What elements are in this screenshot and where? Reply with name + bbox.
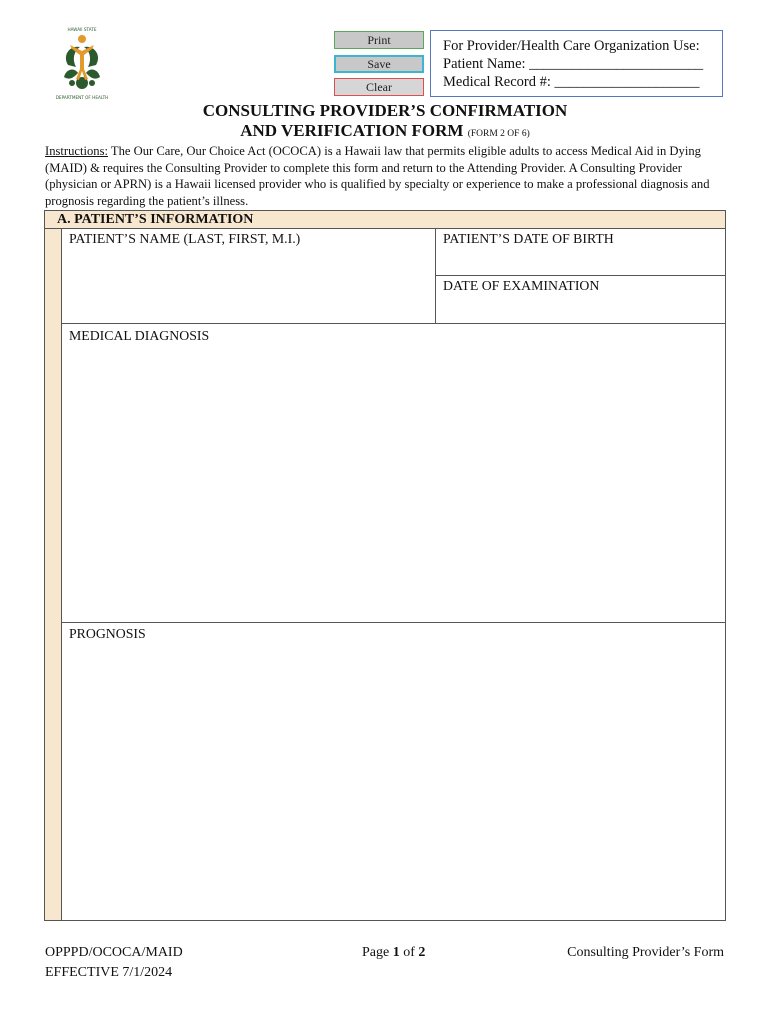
print-button[interactable]: Print xyxy=(334,31,424,49)
svg-text:DEPARTMENT OF HEALTH: DEPARTMENT OF HEALTH xyxy=(55,95,109,100)
form-title-line1: CONSULTING PROVIDER’S CONFIRMATION xyxy=(202,101,568,120)
footer-form-name: Consulting Provider’s Form xyxy=(567,945,724,960)
patient-name-label: PATIENT’S NAME (LAST, FIRST, M.I.) xyxy=(69,231,301,246)
page-number xyxy=(362,943,425,963)
provider-use-box xyxy=(430,30,723,97)
footer-effective-date: EFFECTIVE 7/1/2024 xyxy=(45,965,173,980)
prognosis-field[interactable] xyxy=(62,622,725,920)
medical-diagnosis-label: MEDICAL DIAGNOSIS xyxy=(69,328,210,343)
form-title-text: AND VERIFICATION FORM xyxy=(240,121,464,140)
date-of-examination-label: DATE OF EXAMINATION xyxy=(443,278,600,293)
date-of-birth-field[interactable] xyxy=(436,229,725,276)
page-of: of xyxy=(399,945,419,960)
instructions-label: Instructions: xyxy=(45,144,108,158)
form-title-line2 xyxy=(0,121,770,141)
footer-left xyxy=(45,943,183,983)
save-button[interactable]: Save xyxy=(334,55,424,73)
date-of-birth-label: PATIENT’S DATE OF BIRTH xyxy=(443,231,614,246)
medical-record-line[interactable]: Medical Record #: ____________________ xyxy=(443,74,700,90)
page-total: 2 xyxy=(418,945,426,960)
footer-org-code: OPPPD/OCOCA/MAID xyxy=(45,945,183,960)
prognosis-label: PROGNOSIS xyxy=(69,626,146,641)
instructions-text: The Our Care, Our Choice Act (OCOCA) is a Hawaii law that permits eligible adults to access Medical Aid in Dying (MAID) & requires the Consulting Provider to complete this form and return to the Attending Provider. A Consulting Provider (physician or APRN) is a Hawaii licensed provider who is qualified by specialty or experience to make a professional diagnosis and prognosis regarding the patient’s illness. xyxy=(45,144,710,208)
section-a-header: A. PATIENT’S INFORMATION xyxy=(45,211,725,229)
date-of-examination-field[interactable] xyxy=(436,276,725,323)
department-of-health-seal-logo xyxy=(44,25,120,101)
form-number: (FORM 2 OF 6) xyxy=(467,129,530,139)
section-sidebar xyxy=(45,229,62,920)
svg-text:HAWAII STATE: HAWAII STATE xyxy=(67,27,97,32)
patient-name-field[interactable] xyxy=(62,229,436,323)
page-current: 1 xyxy=(392,945,400,960)
patient-name-line[interactable]: Patient Name: ________________________ xyxy=(443,56,704,72)
clear-button[interactable]: Clear xyxy=(334,78,424,96)
page-prefix: Page xyxy=(362,945,393,960)
patient-information-section xyxy=(44,210,726,921)
provider-use-heading: For Provider/Health Care Organization Use: xyxy=(443,38,700,54)
instructions-paragraph xyxy=(45,143,735,209)
medical-diagnosis-field[interactable] xyxy=(62,323,725,622)
